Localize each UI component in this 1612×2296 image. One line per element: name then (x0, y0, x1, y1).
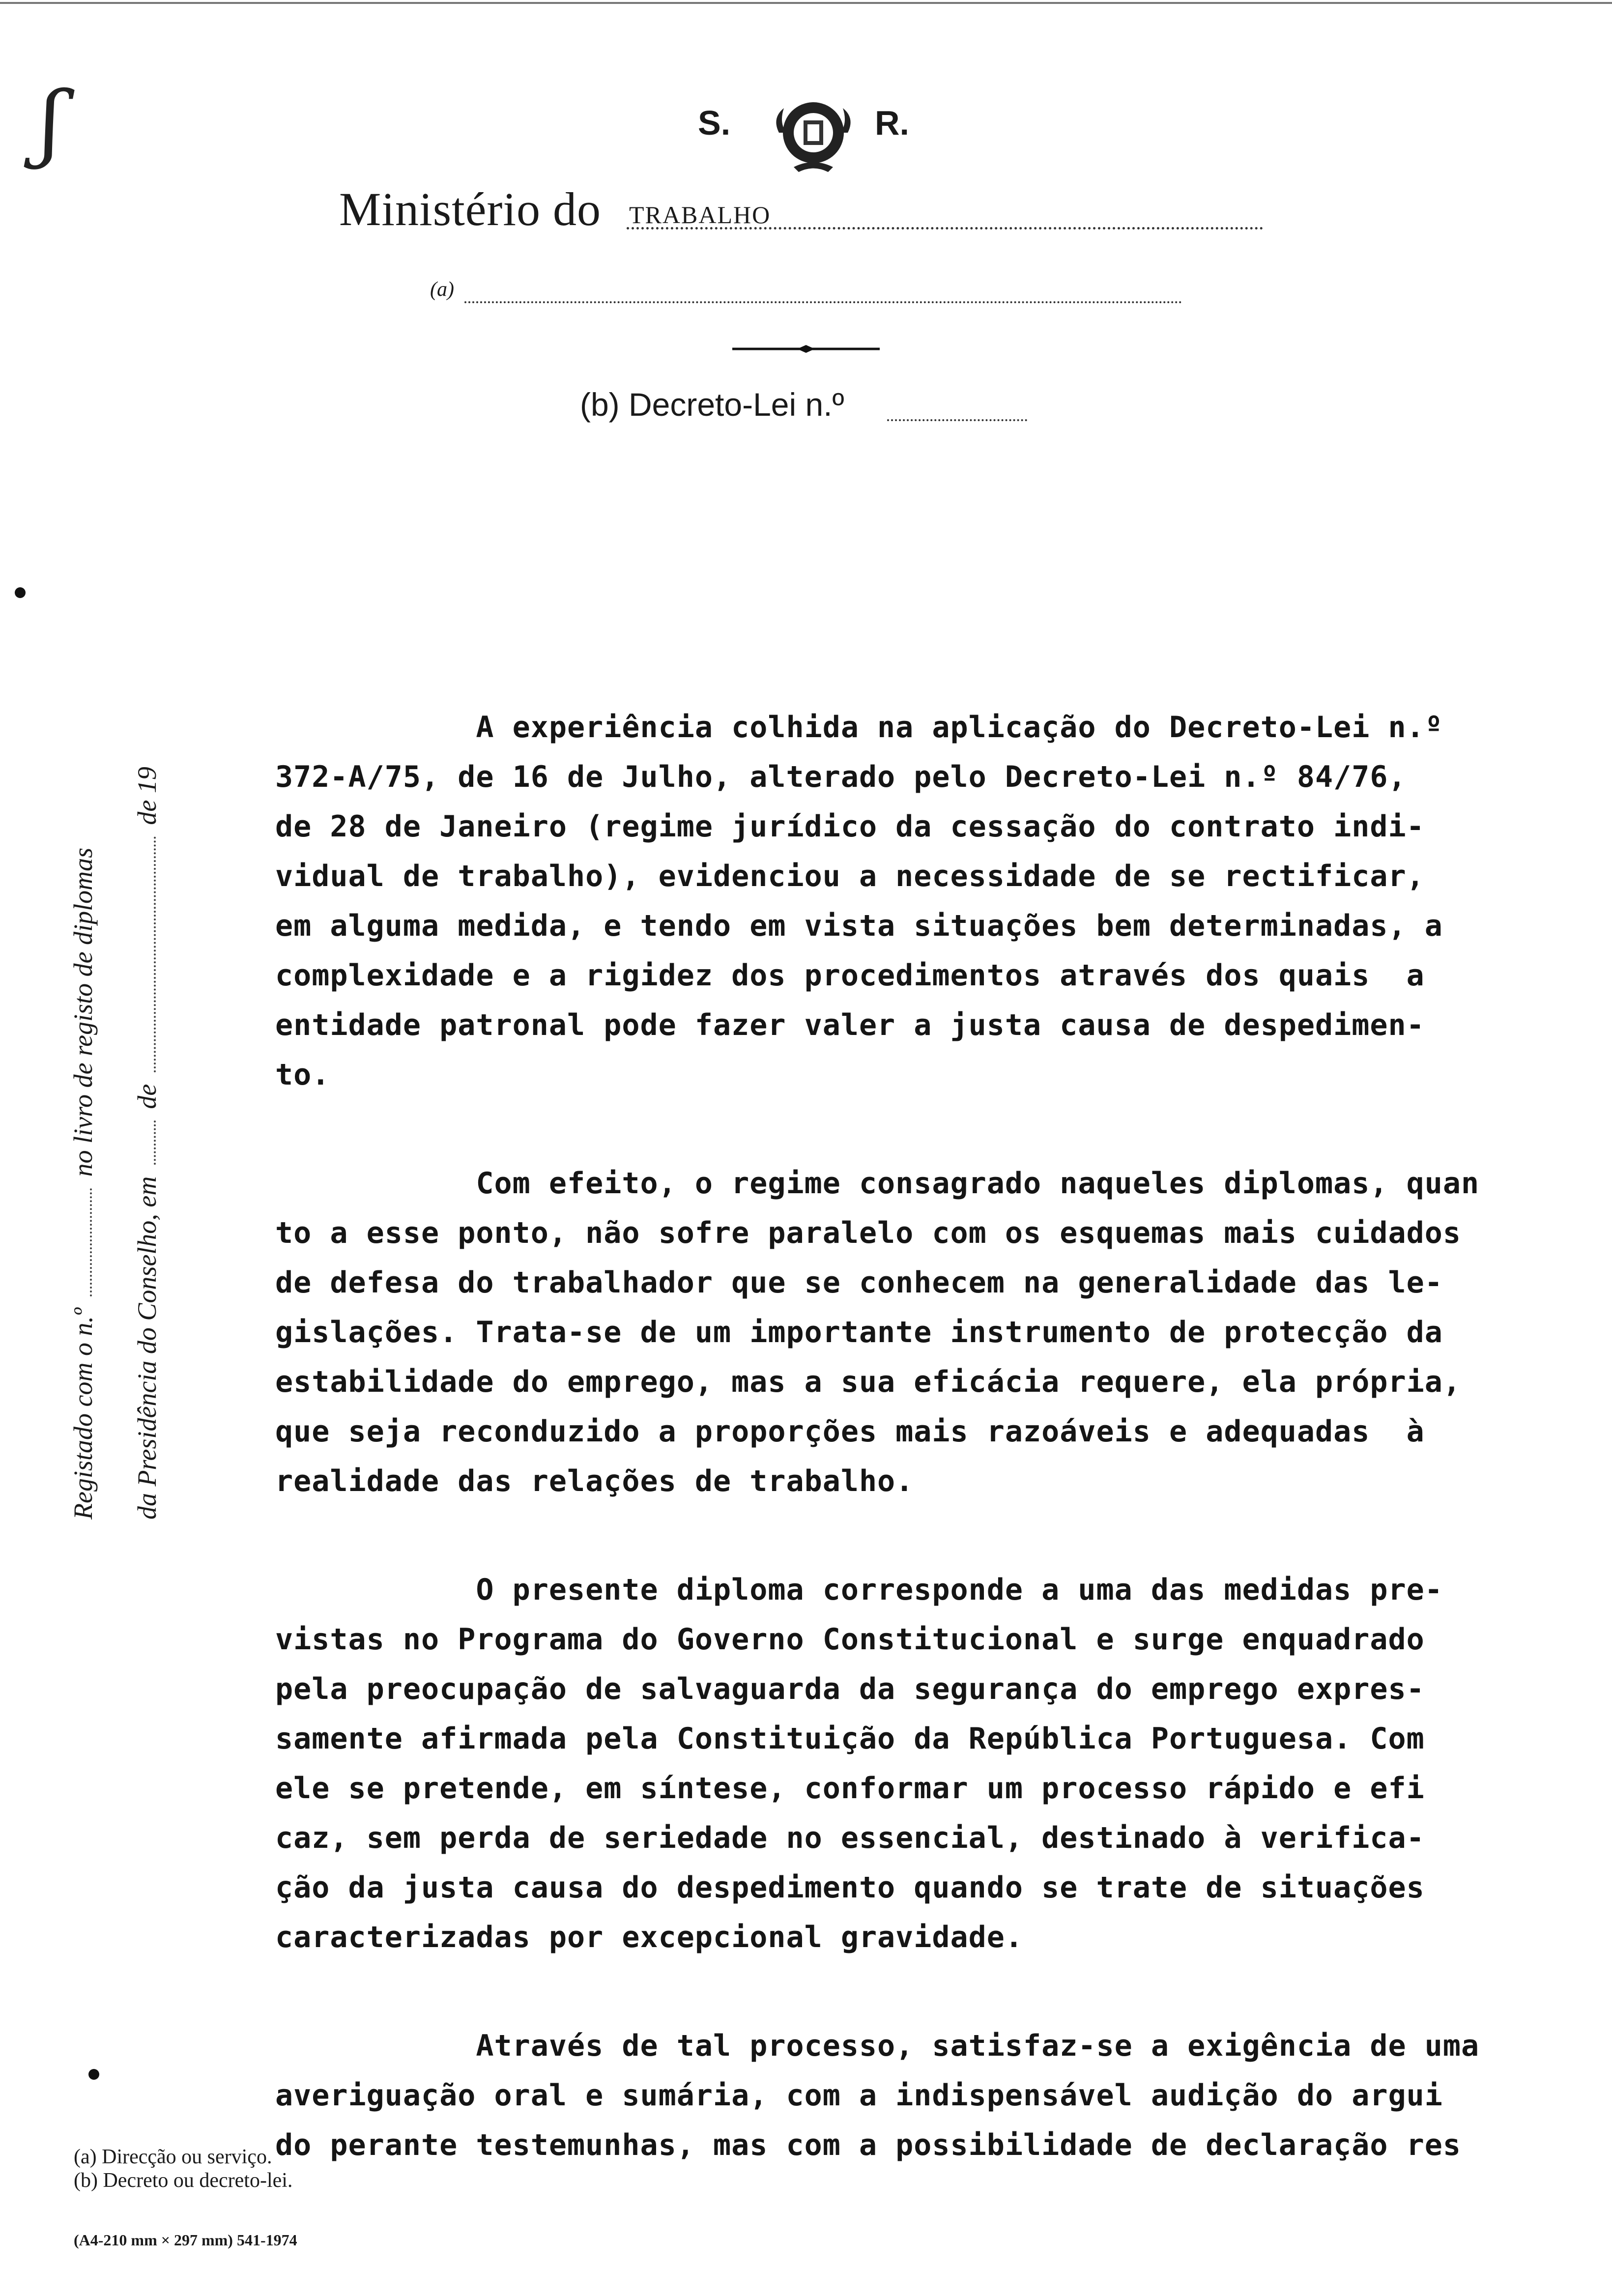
text-line: samente afirmada pela Constituição da República Portuguesa. Com (275, 1722, 1425, 1756)
ministry-label: Ministério do (339, 183, 601, 235)
text-line: 372-A/75, de 16 de Julho, alterado pelo Decreto-Lei n.º 84/76, (275, 760, 1407, 794)
text-line: caracterizadas por excepcional gravidade. (275, 1920, 1024, 1954)
line-a-dotted-line (464, 301, 1182, 303)
text-line: em alguma medida, e tendo em vista situações bem determinadas, a (275, 909, 1443, 943)
line-a-label: (a) (430, 278, 454, 301)
text-line: O presente diploma corresponde a uma das medidas pre- (275, 1573, 1443, 1607)
footnotes (74, 2145, 292, 2192)
handwritten-mark: ʃ (39, 74, 62, 171)
top-edge-rule (0, 2, 1612, 4)
text-line: de defesa do trabalhador que se conhecem na generalidade das le- (275, 1265, 1443, 1300)
paragraph-2 (275, 1159, 1583, 1506)
paragraph-1 (275, 703, 1583, 1100)
decree-number-line (580, 386, 1047, 435)
register-text-1: Registado com o n.º (68, 1308, 98, 1520)
text-line: A experiência colhida na aplicação do Decreto-Lei n.º (275, 710, 1443, 745)
text-line: Através de tal processo, satisfaz-se a exigência de uma (275, 2029, 1480, 2063)
text-line: gislações. Trata-se de um importante instrumento de protecção da (275, 1315, 1443, 1349)
stamp-left-letter: S. (698, 104, 731, 142)
ministry-dotted-line (627, 227, 1263, 230)
register-dots-3 (154, 836, 156, 1072)
text-line: que seja reconduzido a proporções mais razoáveis e adequadas à (275, 1414, 1425, 1449)
text-line: vidual de trabalho), evidenciou a necessidade de se rectificar, (275, 859, 1425, 893)
text-line: ção da justa causa do despedimento quando se trate de situações (275, 1870, 1425, 1905)
ministry-line (339, 182, 1273, 236)
text-line: entidade patronal pode fazer valer a justa causa de despedimen- (275, 1008, 1425, 1042)
register-text-2: no livro de registo de diplomas (68, 847, 98, 1177)
paragraph-3 (275, 1565, 1583, 1962)
text-line: to. (275, 1058, 330, 1092)
register-margin-line-2 (132, 0, 221, 2296)
text-line: Com efeito, o regime consagrado naqueles diplomas, quan (275, 1166, 1480, 1201)
register-text-3: da Presidência do Conselho, em (132, 1176, 162, 1520)
text-line: de 28 de Janeiro (regime jurídico da cessação do contrato indi- (275, 809, 1425, 844)
text-line: to a esse ponto, não sofre paralelo com os esquemas mais cuidados (275, 1216, 1461, 1250)
ornamental-divider (732, 344, 880, 354)
decree-dotted-line (887, 419, 1027, 421)
decree-label: (b) Decreto-Lei n.º (580, 386, 844, 423)
footnote-b: (b) Decreto ou decreto-lei. (74, 2169, 293, 2192)
text-line: ele se pretende, em síntese, conformar um processo rápido e efi (275, 1771, 1425, 1806)
text-line: do perante testemunhas, mas com a possibilidade de declaração res (275, 2128, 1461, 2162)
register-dots-2 (154, 1120, 156, 1165)
text-line: complexidade e a rigidez dos procedimentos através dos quais a (275, 958, 1425, 993)
state-seal-header (688, 88, 934, 177)
direction-service-line (430, 273, 1182, 307)
coat-of-arms-icon (764, 88, 863, 177)
register-text-4: de (132, 1084, 162, 1109)
margin-dot (88, 2069, 99, 2080)
decree-preamble (275, 703, 1583, 2229)
text-line: pela preocupação de salvaguarda da segurança do emprego expres- (275, 1672, 1425, 1706)
text-line: averiguação oral e sumária, com a indispensável audição do argui (275, 2078, 1443, 2113)
register-text-5: de 19 (132, 767, 162, 825)
text-line: realidade das relações de trabalho. (275, 1464, 914, 1498)
stamp-right-letter: R. (875, 104, 909, 142)
ministry-value: TRABALHO (629, 201, 771, 229)
footnote-a: (a) Direcção ou serviço. (74, 2146, 272, 2168)
margin-dot (15, 587, 26, 598)
print-reference: (A4-210 mm × 297 mm) 541-1974 (74, 2231, 297, 2249)
register-dots-1 (90, 1188, 92, 1296)
paragraph-4 (275, 2021, 1583, 2170)
text-line: vistas no Programa do Governo Constitucional e surge enquadrado (275, 1622, 1425, 1657)
text-line: caz, sem perda de seriedade no essencial, destinado à verifica- (275, 1821, 1425, 1855)
text-line: estabilidade do emprego, mas a sua eficácia requere, ela própria, (275, 1365, 1461, 1399)
